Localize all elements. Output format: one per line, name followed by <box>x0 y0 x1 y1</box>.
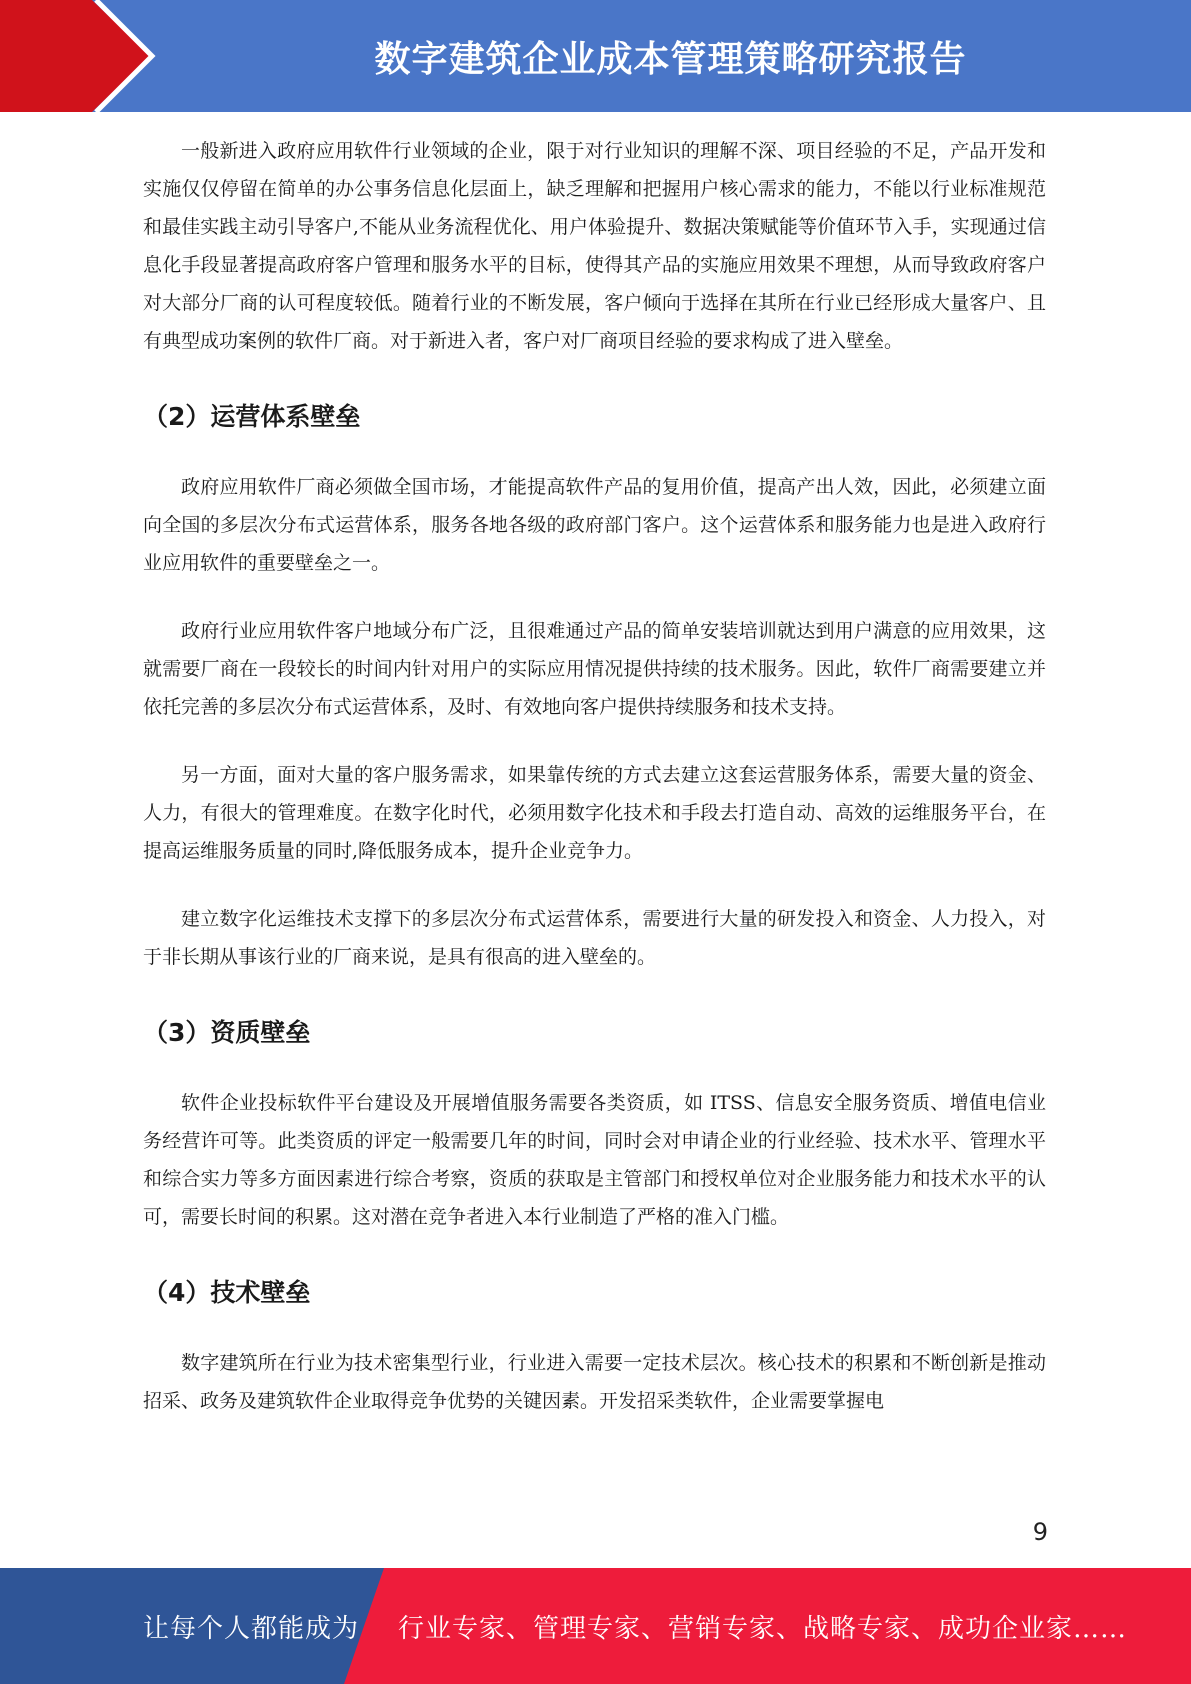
paragraph-7: 数字建筑所在行业为技术密集型行业，行业进入需要一定技术层次。核心技术的积累和不断创新是推动招采、政务及建筑软件企业取得竞争优势的关键因素。开发招采类软件，企业需要掌握电 <box>143 1352 1046 1412</box>
report-title: 数字建筑企业成本管理策略研究报告 <box>374 38 967 80</box>
page-header <box>0 0 1191 112</box>
section-heading-4: （4）技术壁垒 <box>143 1278 311 1307</box>
paragraph-1: 一般新进入政府应用软件行业领域的企业，限于对行业知识的理解不深、项目经验的不足，产品开发和实施仅仅停留在简单的办公事务信息化层面上，缺乏理解和把握用户核心需求的能力，不能以行业标准规范和最佳实践主动引导客户,不能从业务流程优化、用户体验提升、数据决策赋能等价值环节入手，实现通过信息化手段显著提高政府客户管理和服务水平的目标，使得其产品的实施应用效果不理想，从而导致政府客户对大部分厂商的认可程度较低。随着行业的不断发展，客户倾向于选择在其所在行业已经形成大量客户、且有典型成功案例的软件厂商。对于新进入者，客户对厂商项目经验的要求构成了进入壁垒。 <box>143 140 1046 352</box>
document-body <box>143 132 1046 1420</box>
paragraph-3: 政府行业应用软件客户地域分布广泛，且很难通过产品的简单安装培训就达到用户满意的应用效果，这就需要厂商在一段较长的时间内针对用户的实际应用情况提供持续的技术服务。因此，软件厂商需要建立并依托完善的多层次分布式运营体系，及时、有效地向客户提供持续服务和技术支持。 <box>143 620 1046 718</box>
paragraph-6: 软件企业投标软件平台建设及开展增值服务需要各类资质，如 ITSS、信息安全服务资质、增值电信业务经营许可等。此类资质的评定一般需要几年的时间，同时会对申请企业的行业经验、技术水平、管理水平和综合实力等多方面因素进行综合考察，资质的获取是主管部门和授权单位对企业服务能力和技术水平的认可，需要长时间的积累。这对潜在竞争者进入本行业制造了严格的准入门槛。 <box>143 1092 1046 1228</box>
paragraph-4: 另一方面，面对大量的客户服务需求，如果靠传统的方式去建立这套运营服务体系，需要大量的资金、人力，有很大的管理难度。在数字化时代，必须用数字化技术和手段去打造自动、高效的运维服务平台，在提高运维服务质量的同时,降低服务成本，提升企业竞争力。 <box>143 764 1046 862</box>
paragraph-5: 建立数字化运维技术支撑下的多层次分布式运营体系，需要进行大量的研发投入和资金、人力投入，对于非长期从事该行业的厂商来说，是具有很高的进入壁垒的。 <box>143 908 1046 968</box>
page-footer <box>0 1568 1191 1684</box>
section-heading-2: （2）运营体系壁垒 <box>143 402 361 431</box>
footer-slogan-left: 让每个人都能成为 <box>143 1613 360 1644</box>
page-number: 9 <box>1032 1518 1048 1546</box>
red-chevron-decoration <box>0 0 160 112</box>
paragraph-2: 政府应用软件厂商必须做全国市场，才能提高软件产品的复用价值，提高产出人效，因此，必须建立面向全国的多层次分布式运营体系，服务各地各级的政府部门客户。这个运营体系和服务能力也是进入政府行业应用软件的重要壁垒之一。 <box>143 476 1046 574</box>
footer-slogan-right: 行业专家、管理专家、营销专家、战略专家、成功企业家…… <box>398 1613 1128 1644</box>
section-heading-3: （3）资质壁垒 <box>143 1018 311 1047</box>
